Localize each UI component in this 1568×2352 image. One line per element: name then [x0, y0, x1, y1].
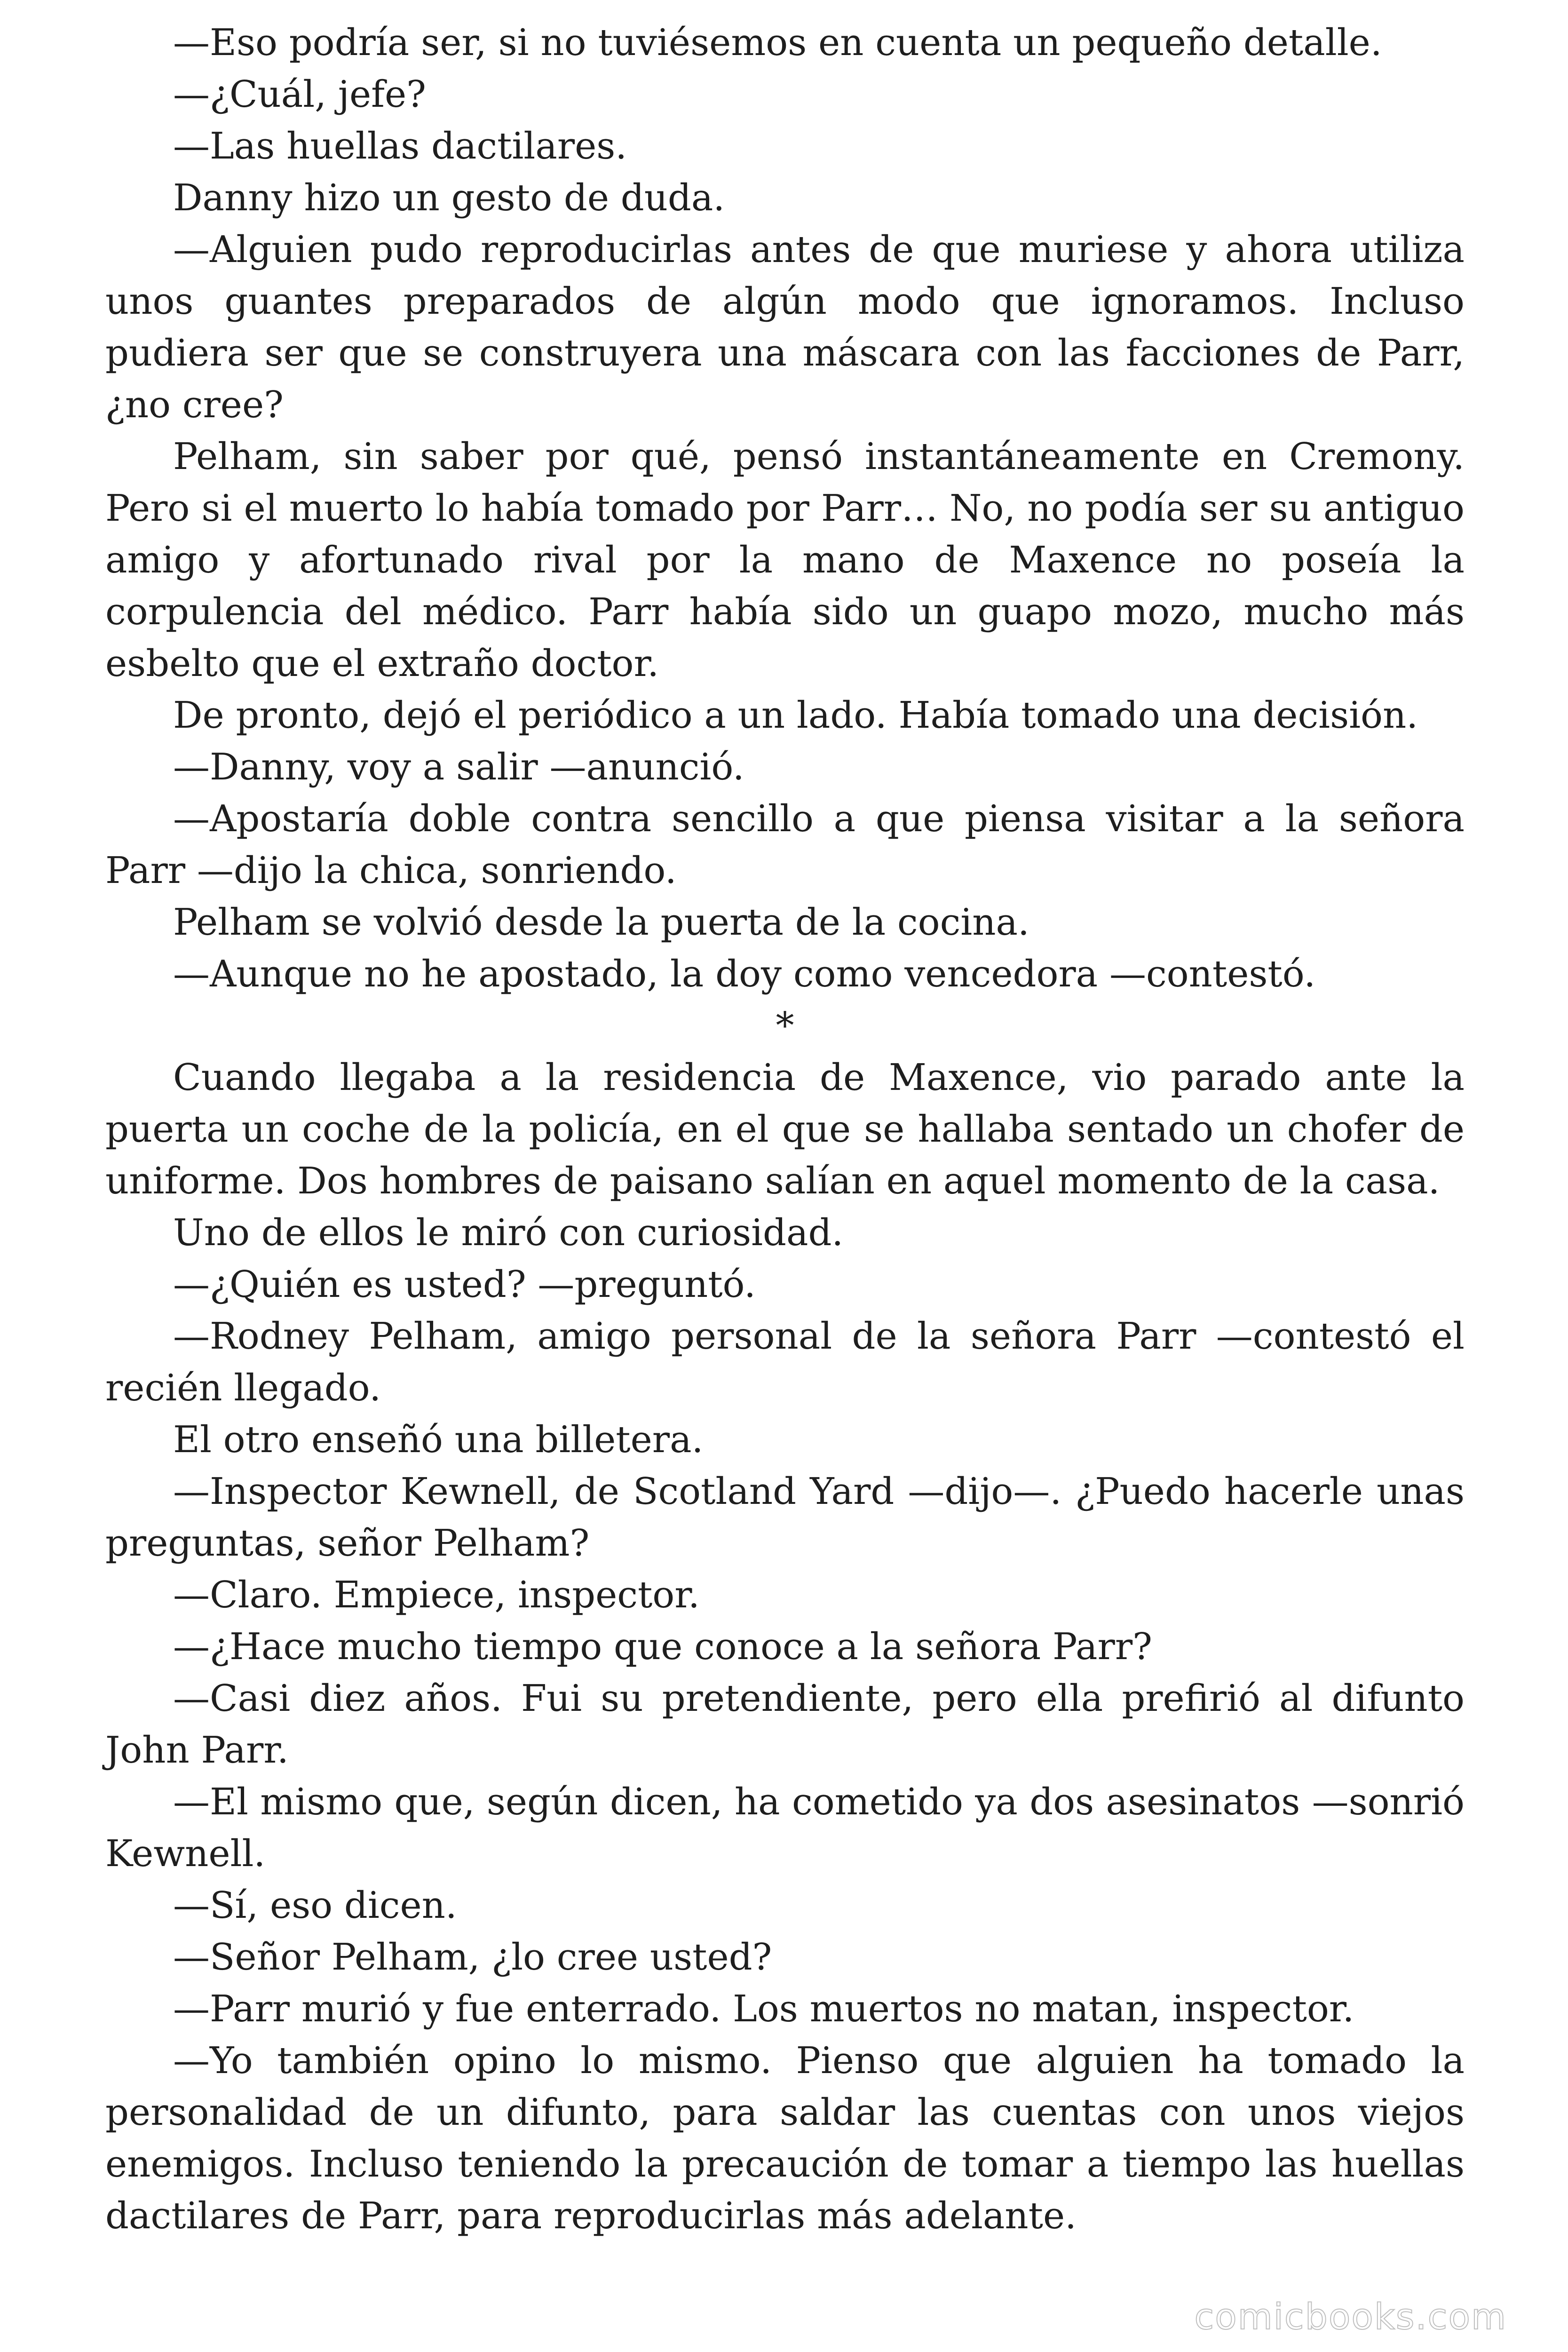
paragraph: Pelham se volvió desde la puerta de la cocina.	[173, 901, 1029, 944]
paragraph: —¿Cuál, jefe?	[173, 73, 426, 116]
paragraph: —Parr murió y fue enterrado. Los muertos no matan, inspector.	[173, 1988, 1354, 2030]
paragraph: —El mismo que, según dicen, ha cometido ya dos asesinatos —sonrió Kewnell.	[105, 1781, 1465, 1875]
paragraph: —Danny, voy a salir —anunció.	[173, 746, 744, 788]
paragraph: —Señor Pelham, ¿lo cree usted?	[173, 1936, 772, 1979]
paragraph: —Las huellas dactilares.	[173, 125, 627, 167]
paragraph: —Eso podría ser, si no tuviésemos en cuenta un pequeño detalle.	[173, 22, 1382, 64]
watermark: comicbooks.com	[1194, 2296, 1507, 2337]
paragraph: —Sí, eso dicen.	[173, 1884, 457, 1927]
paragraph: —Aunque no he apostado, la doy como vencedora —contestó.	[173, 953, 1316, 995]
paragraph: —Casi diez años. Fui su pretendiente, pero ella prefirió al difunto John Parr.	[105, 1677, 1465, 1772]
paragraph: Danny hizo un gesto de duda.	[173, 177, 725, 219]
paragraph: —Inspector Kewnell, de Scotland Yard —dijo—. ¿Puedo hacerle unas preguntas, señor Pelham?	[105, 1470, 1465, 1565]
paragraph: Uno de ellos le miró con curiosidad.	[173, 1212, 844, 1254]
paragraph: Cuando llegaba a la residencia de Maxence, vio parado ante la puerta un coche de la policía, en el que se hallaba sentado un chofer de uniforme. Dos hombres de paisano salían en aquel momento de la casa.	[105, 1057, 1465, 1202]
paragraph: El otro enseñó una billetera.	[173, 1419, 704, 1461]
paragraph: De pronto, dejó el periódico a un lado. Había tomado una decisión.	[173, 694, 1418, 737]
paragraph: —Rodney Pelham, amigo personal de la señora Parr —contestó el recién llegado.	[105, 1315, 1465, 1409]
paragraph: —Yo también opino lo mismo. Pienso que alguien ha tomado la personalidad de un difunto, para saldar las cuentas con unos viejos enemigos. Incluso teniendo la precaución de tomar a tiempo las huellas dactilares de Parr, para reproducirlas más adelante.	[105, 2040, 1465, 2237]
paragraph: —¿Hace mucho tiempo que conoce a la señora Parr?	[173, 1626, 1152, 1668]
book-page	[105, 17, 1465, 2242]
paragraph: —Apostaría doble contra sencillo a que piensa visitar a la señora Parr —dijo la chica, sonriendo.	[105, 798, 1465, 892]
paragraph: —¿Quién es usted? —preguntó.	[173, 1263, 756, 1306]
paragraph: —Claro. Empiece, inspector.	[173, 1574, 700, 1616]
paragraph: —Alguien pudo reproducirlas antes de que muriese y ahora utiliza unos guantes preparados de algún modo que ignoramos. Incluso pudiera ser que se construyera una máscara con las facciones de Parr, ¿no cree?	[105, 229, 1465, 426]
scene-separator: *	[776, 1005, 794, 1047]
paragraph: Pelham, sin saber por qué, pensó instantáneamente en Cremony. Pero si el muerto lo había tomado por Parr… No, no podía ser su antiguo amigo y afortunado rival por la mano de Maxence no poseía la corpulencia del médico. Parr había sido un guapo mozo, mucho más esbelto que el extraño doctor.	[105, 436, 1465, 685]
